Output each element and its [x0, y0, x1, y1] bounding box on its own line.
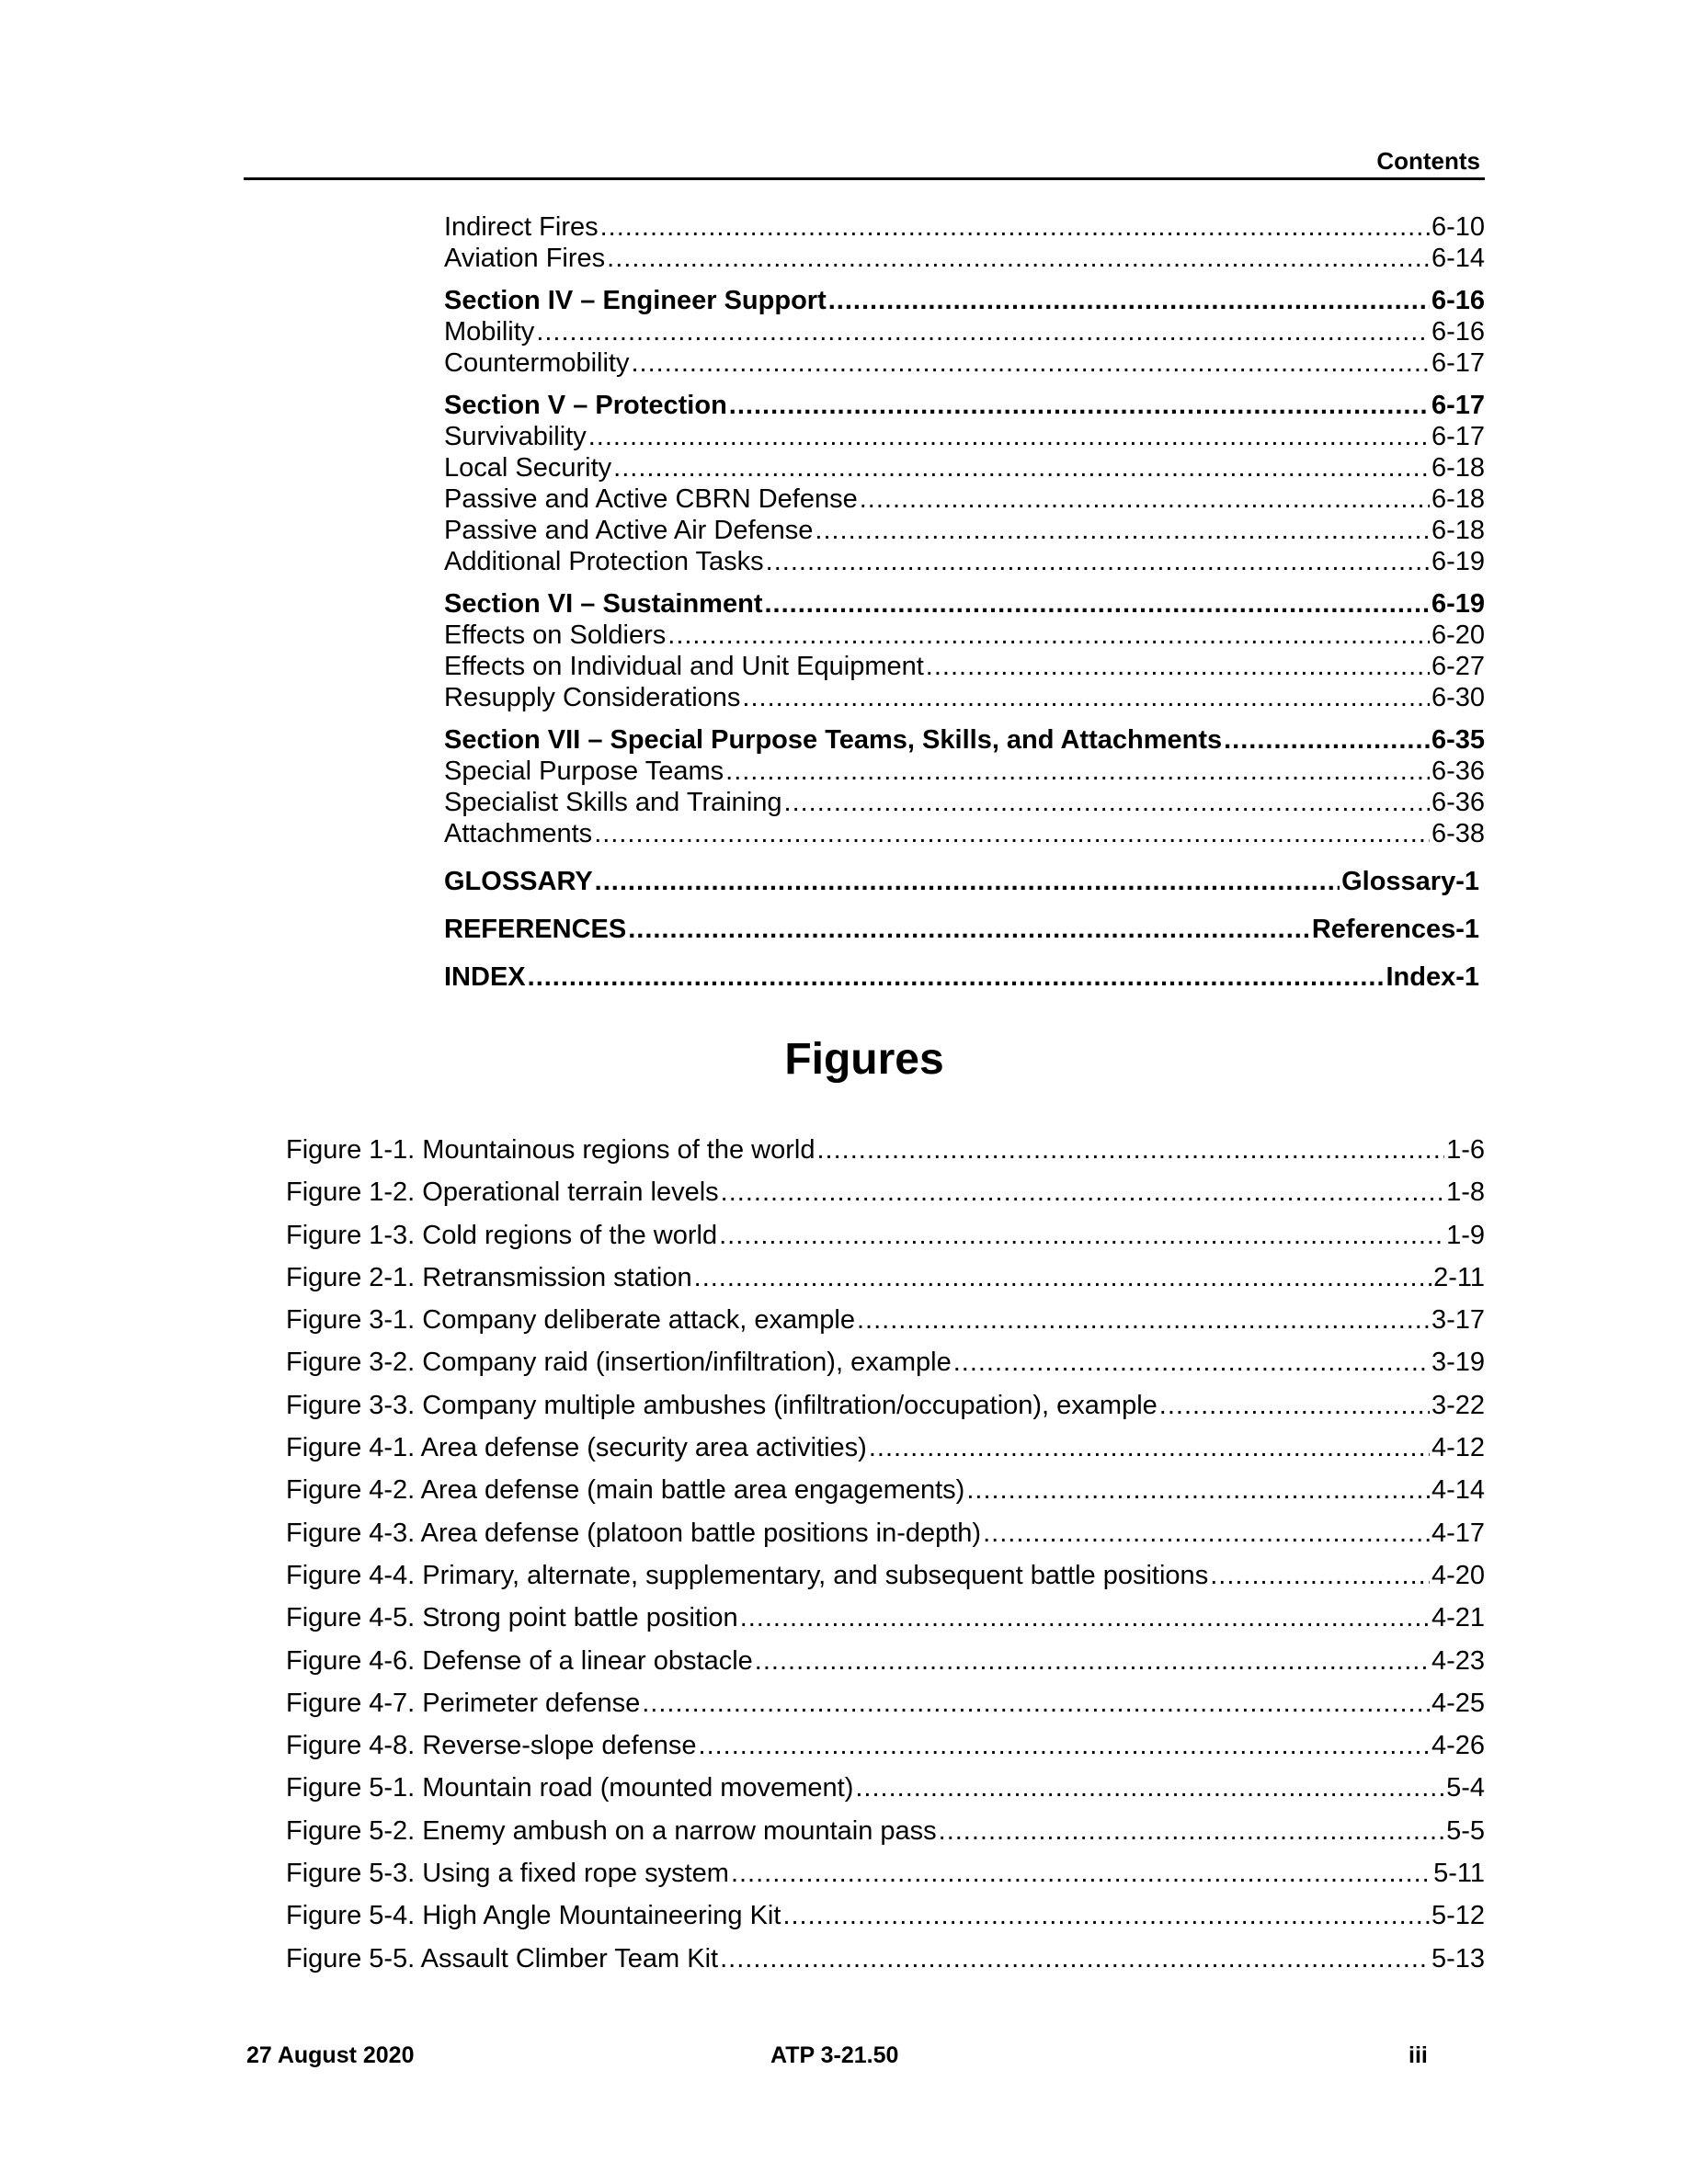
dot-leader — [720, 1938, 1430, 1980]
dot-leader — [764, 588, 1429, 620]
figure-entry[interactable] — [286, 1767, 1485, 1809]
figure-entry[interactable] — [286, 1597, 1485, 1639]
contents-entry[interactable] — [444, 211, 1485, 243]
figure-entry-page: 1-9 — [1446, 1220, 1485, 1250]
dot-leader — [694, 1257, 1431, 1299]
figure-entry-page: 5-11 — [1433, 1859, 1485, 1889]
contents-list — [444, 211, 1485, 993]
footer-page-number: iii — [1409, 2042, 1428, 2068]
contents-entry-title: Section IV – Engineer Support — [444, 286, 827, 315]
figure-entry[interactable] — [286, 1129, 1485, 1171]
dot-leader — [1224, 724, 1430, 756]
figure-entry-title: Figure 4-1. Area defense (security area activities) — [286, 1433, 867, 1463]
dot-leader — [1159, 1384, 1430, 1427]
figure-entry[interactable] — [286, 1810, 1485, 1852]
contents-entry[interactable] — [444, 682, 1485, 713]
contents-entry-title: Resupply Considerations — [444, 683, 741, 712]
figure-entry-title: Figure 5-2. Enemy ambush on a narrow mountain pass — [286, 1815, 937, 1846]
contents-entry[interactable] — [444, 421, 1485, 452]
contents-entry-title: Additional Protection Tasks — [444, 547, 764, 576]
figure-entry-page: 4-25 — [1431, 1688, 1485, 1718]
contents-entry[interactable] — [444, 651, 1485, 682]
contents-entry-page: 6-17 — [1431, 348, 1485, 378]
contents-entry-page: 6-19 — [1431, 547, 1485, 576]
contents-entry-title: Special Purpose Teams — [444, 756, 724, 786]
figure-entry-page: 4-26 — [1431, 1731, 1485, 1761]
dot-leader — [953, 1341, 1430, 1383]
dot-leader — [600, 211, 1430, 243]
contents-entry-page: 6-18 — [1431, 484, 1485, 514]
figure-entry[interactable] — [286, 1554, 1485, 1597]
contents-entry-title: GLOSSARY — [444, 867, 593, 896]
dot-leader — [766, 546, 1430, 577]
contents-entry-title: Indirect Fires — [444, 212, 599, 242]
figure-entry-page: 4-12 — [1431, 1433, 1485, 1463]
contents-entry[interactable] — [444, 588, 1485, 620]
figure-entry-title: Figure 5-1. Mountain road (mounted movement) — [286, 1773, 854, 1803]
contents-entry-title: Survivability — [444, 422, 587, 451]
contents-entry-page: 6-16 — [1431, 286, 1485, 315]
contents-entry-page: 6-14 — [1431, 244, 1485, 273]
figure-entry[interactable] — [286, 1852, 1485, 1894]
figure-entry[interactable] — [286, 1171, 1485, 1213]
dot-leader — [966, 1469, 1430, 1511]
contents-entry-title: Section VI – Sustainment — [444, 589, 763, 619]
dot-leader — [667, 620, 1430, 651]
contents-entry[interactable] — [444, 483, 1485, 515]
dot-leader — [631, 347, 1429, 379]
figure-entry-page: 4-20 — [1431, 1560, 1485, 1590]
figure-entry[interactable] — [286, 1938, 1485, 1980]
contents-entry[interactable] — [444, 546, 1485, 577]
contents-entry-page: Glossary-1 — [1341, 867, 1479, 896]
figure-entry-page: 5-4 — [1446, 1773, 1485, 1803]
contents-entry[interactable] — [444, 961, 1485, 993]
dot-leader — [828, 285, 1430, 316]
figure-entry[interactable] — [286, 1469, 1485, 1511]
dot-leader — [729, 390, 1430, 421]
dot-leader — [860, 483, 1430, 515]
figure-entry-page: 4-21 — [1431, 1603, 1485, 1633]
figure-entry-title: Figure 4-5. Strong point battle position — [286, 1603, 738, 1633]
contents-entry-title: Passive and Active CBRN Defense — [444, 484, 858, 514]
figure-entry-title: Figure 3-1. Company deliberate attack, example — [286, 1305, 855, 1336]
dot-leader — [1210, 1554, 1430, 1597]
figure-entry[interactable] — [286, 1299, 1485, 1341]
contents-entry-title: Effects on Individual and Unit Equipment — [444, 652, 924, 681]
contents-entry-page: 6-16 — [1431, 317, 1485, 347]
contents-entry-title: Specialist Skills and Training — [444, 788, 782, 817]
contents-entry-page: 6-20 — [1431, 620, 1485, 650]
dot-leader — [528, 961, 1385, 993]
figure-entry-title: Figure 4-3. Area defense (platoon battle positions in-depth) — [286, 1518, 982, 1548]
figure-entry-page: 3-22 — [1431, 1390, 1485, 1420]
contents-entry[interactable] — [444, 285, 1485, 316]
dot-leader — [731, 1852, 1431, 1894]
contents-entry[interactable] — [444, 452, 1485, 483]
figure-entry-page: 3-17 — [1431, 1305, 1485, 1336]
figure-entry-page: 1-8 — [1446, 1177, 1485, 1208]
contents-entry-page: 6-18 — [1431, 453, 1485, 483]
figure-entry[interactable] — [286, 1257, 1485, 1299]
contents-entry[interactable] — [444, 620, 1485, 651]
dot-leader — [536, 316, 1430, 347]
figure-entry-title: Figure 4-6. Defense of a linear obstacle — [286, 1645, 753, 1676]
figure-entry-title: Figure 1-3. Cold regions of the world — [286, 1220, 718, 1250]
dot-leader — [628, 914, 1310, 945]
figure-entry-title: Figure 2-1. Retransmission station — [286, 1262, 692, 1292]
figure-entry-page: 2-11 — [1433, 1262, 1485, 1292]
contents-entry-title: Effects on Soldiers — [444, 620, 667, 650]
dot-leader — [613, 452, 1430, 483]
dot-leader — [721, 1171, 1444, 1213]
header-title: Contents — [1376, 147, 1480, 175]
figure-entry-page: 4-14 — [1431, 1475, 1485, 1506]
contents-entry-page: 6-36 — [1431, 788, 1485, 817]
figure-entry-title: Figure 4-7. Perimeter defense — [286, 1688, 641, 1718]
figure-entry-page: 5-13 — [1431, 1943, 1485, 1974]
contents-entry-title: Local Security — [444, 453, 612, 483]
contents-entry-page: 6-17 — [1431, 422, 1485, 451]
figure-entry-title: Figure 1-2. Operational terrain levels — [286, 1177, 719, 1208]
contents-entry[interactable] — [444, 316, 1485, 347]
figure-entry-title: Figure 4-2. Area defense (main battle area engagements) — [286, 1475, 965, 1506]
contents-entry-page: 6-10 — [1431, 212, 1485, 242]
dot-leader — [607, 243, 1430, 274]
contents-entry[interactable] — [444, 724, 1485, 756]
dot-leader — [642, 1682, 1430, 1724]
contents-entry-page: 6-18 — [1431, 516, 1485, 545]
contents-entry[interactable] — [444, 347, 1485, 379]
contents-entry-title: Section VII – Special Purpose Teams, Skills, and Attachments — [444, 725, 1223, 755]
contents-entry-page: 6-27 — [1431, 652, 1485, 681]
figure-entry-title: Figure 4-8. Reverse-slope defense — [286, 1731, 697, 1761]
dot-leader — [784, 787, 1430, 818]
figure-entry-title: Figure 3-2. Company raid (insertion/infiltration), example — [286, 1348, 952, 1378]
figure-entry[interactable] — [286, 1512, 1485, 1554]
contents-entry-title: INDEX — [444, 962, 526, 992]
contents-entry-page: 6-38 — [1431, 819, 1485, 848]
contents-entry-page: References-1 — [1311, 915, 1479, 944]
figure-entry[interactable] — [286, 1724, 1485, 1767]
contents-entry[interactable] — [444, 390, 1485, 421]
contents-entry-title: Passive and Active Air Defense — [444, 516, 814, 545]
figure-entry-page: 5-5 — [1446, 1815, 1485, 1846]
dot-leader — [857, 1299, 1430, 1341]
contents-entry-page: 6-17 — [1431, 391, 1485, 420]
dot-leader — [816, 1129, 1444, 1171]
figure-entry-title: Figure 1-1. Mountainous regions of the world — [286, 1135, 815, 1165]
dot-leader — [926, 651, 1430, 682]
figure-entry-title: Figure 4-4. Primary, alternate, supplementary, and subsequent battle positions — [286, 1560, 1209, 1590]
figure-entry-page: 4-17 — [1431, 1518, 1485, 1548]
contents-entry-title: Mobility — [444, 317, 535, 347]
dot-leader — [983, 1512, 1430, 1554]
dot-leader — [588, 421, 1430, 452]
figure-entry[interactable] — [286, 1894, 1485, 1937]
figure-entry-page: 5-12 — [1431, 1901, 1485, 1931]
figure-entry-title: Figure 5-5. Assault Climber Team Kit — [286, 1943, 719, 1974]
figures-list — [286, 1129, 1485, 1980]
dot-leader — [719, 1214, 1444, 1257]
contents-entry-title: Countermobility — [444, 348, 630, 378]
contents-entry[interactable] — [444, 914, 1485, 945]
header-rule — [244, 177, 1485, 180]
figure-entry[interactable] — [286, 1341, 1485, 1383]
contents-entry-title: REFERENCES — [444, 915, 627, 944]
figure-entry-title: Figure 5-3. Using a fixed rope system — [286, 1859, 729, 1889]
figure-entry-title: Figure 3-3. Company multiple ambushes (infiltration/occupation), example — [286, 1390, 1158, 1420]
figure-entry[interactable] — [286, 1214, 1485, 1257]
figure-entry[interactable] — [286, 1427, 1485, 1469]
dot-leader — [595, 866, 1340, 897]
dot-leader — [815, 515, 1430, 546]
contents-entry-page: 6-19 — [1431, 589, 1485, 619]
dot-leader — [740, 1597, 1430, 1639]
footer-date: 27 August 2020 — [246, 2042, 415, 2068]
dot-leader — [725, 756, 1430, 787]
contents-entry-page: 6-35 — [1431, 725, 1485, 755]
dot-leader — [869, 1427, 1430, 1469]
contents-entry[interactable] — [444, 866, 1485, 897]
figure-entry-page: 3-19 — [1431, 1348, 1485, 1378]
figure-entry-title: Figure 5-4. High Angle Mountaineering Kit — [286, 1901, 781, 1931]
figure-entry[interactable] — [286, 1384, 1485, 1427]
contents-entry-page: 6-36 — [1431, 756, 1485, 786]
contents-entry-title: Attachments — [444, 819, 593, 848]
contents-entry-page: 6-30 — [1431, 683, 1485, 712]
dot-leader — [939, 1810, 1444, 1852]
contents-entry-title: Section V – Protection — [444, 391, 727, 420]
contents-entry[interactable] — [444, 818, 1485, 849]
contents-entry-title: Aviation Fires — [444, 244, 606, 273]
dot-leader — [699, 1724, 1430, 1767]
contents-entry-page: Index-1 — [1386, 962, 1479, 992]
contents-entry[interactable] — [444, 756, 1485, 787]
figures-heading: Figures — [784, 1035, 944, 1084]
figure-entry-page: 1-6 — [1446, 1135, 1485, 1165]
dot-leader — [855, 1767, 1444, 1809]
dot-leader — [782, 1894, 1430, 1937]
figure-entry-page: 4-23 — [1431, 1645, 1485, 1676]
dot-leader — [755, 1640, 1430, 1682]
figure-entry[interactable] — [286, 1640, 1485, 1682]
contents-entry[interactable] — [444, 243, 1485, 274]
dot-leader — [594, 818, 1430, 849]
dot-leader — [742, 682, 1430, 713]
contents-entry[interactable] — [444, 515, 1485, 546]
footer-publication: ATP 3-21.50 — [770, 2042, 899, 2068]
figure-entry[interactable] — [286, 1682, 1485, 1724]
contents-entry[interactable] — [444, 787, 1485, 818]
